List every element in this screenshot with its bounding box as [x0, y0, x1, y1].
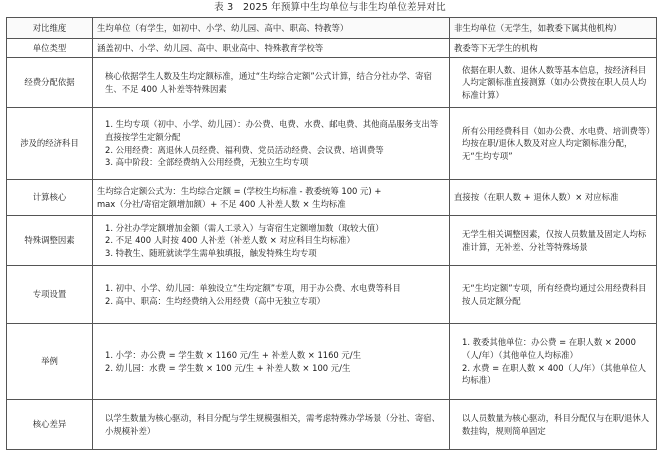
row-non-per-student-cell: 所有公用经费科目（如办公费、水电费、培训费等）均按在职/退休人数及对应人均定额标准分配，无“生均专项” — [450, 108, 657, 180]
table-row — [7, 58, 657, 108]
table-row — [7, 39, 657, 58]
row-non-per-student-cell: 教委等下无学生的机构 — [450, 39, 657, 58]
row-dimension: 经费分配依据 — [7, 58, 93, 108]
table-caption: 表 3 2025 年预算中生均单位与非生均单位差异对比 — [214, 2, 446, 13]
row-non-per-student-cell: 以人员数量为核心驱动，科目分配仅与在职/退休人数挂钩，规则简单固定 — [450, 400, 657, 450]
row-dimension: 特殊调整因素 — [7, 216, 93, 266]
row-dimension: 单位类型 — [7, 39, 93, 58]
row-non-per-student-cell: 直接按（在职人数 + 退休人数）× 对应标准 — [450, 180, 657, 216]
table-row — [7, 324, 657, 400]
row-non-per-student-cell: 依据在职人数、退休人数等基本信息，按经济科目人均定额标准直接测算（如办公费按在职人员人均标准计算） — [450, 58, 657, 108]
header-dimension: 对比维度 — [7, 18, 93, 39]
row-non-per-student-cell: 1. 教委其他单位：办公费 = 在职人数 × 2000（人/年）（其他单位人均标准） 2. 水费 = 在职人数 × 400（人/年）（其他单位人均标准） — [450, 324, 657, 400]
table-row — [7, 400, 657, 450]
header-per-student-unit: 生均单位（有学生，如初中、小学、幼儿园、高中、职高、特教等） — [93, 18, 450, 39]
row-per-student-cell: 1. 分社办学定额增加金额（需人工录入）与寄宿生定额增加数（取较大值） 2. 不足 400 人时按 400 人补差（补差人数 × 对应科目生均标准） 3. 特教生、随班就读学生需单独填报，触发特殊生均专项 — [93, 216, 450, 266]
row-per-student-cell: 1. 生均专项（初中、小学、幼儿园）：办公费、电费、水费、邮电费、其他商品服务支出等直接按学生定额分配 2. 公用经费：离退休人员经费、福利费、党员活动经费、会议费、培训费等 3. 高中阶段：全部经费纳入公用经费，无独立生均专项 — [93, 108, 450, 180]
table-row — [7, 216, 657, 266]
row-dimension: 专项设置 — [7, 266, 93, 324]
row-per-student-cell: 1. 小学：办公费 = 学生数 × 1160 元/生 + 补差人数 × 1160 元/生 2. 幼儿园：水费 = 学生数 × 100 元/生 + 补差人数 × 100 元/生 — [93, 324, 450, 400]
header-non-per-student-unit: 非生均单位（无学生，如教委下属其他机构） — [450, 18, 657, 39]
row-dimension: 计算核心 — [7, 180, 93, 216]
row-per-student-cell: 1. 初中、小学、幼儿园：单独设立“生均定额”专项，用于办公费、水电费等科目 2. 高中、职高：生均经费纳入公用经费（高中无独立专项） — [93, 266, 450, 324]
row-per-student-cell: 以学生数量为核心驱动，科目分配与学生规模强相关，需考虑特殊办学场景（分社、寄宿、小规模补差） — [93, 400, 450, 450]
row-per-student-cell: 生均综合定额公式为：生均综合定额 = (学校生均标准 - 教委统筹 100 元) + max（分社/寄宿定额增加额）+ 不足 400 人补差人数 × 生均标准 — [93, 180, 450, 216]
row-dimension: 涉及的经济科目 — [7, 108, 93, 180]
table-header-row — [7, 18, 657, 39]
table-row — [7, 266, 657, 324]
comparison-table — [6, 17, 657, 450]
table-row — [7, 108, 657, 180]
row-per-student-cell: 涵盖初中、小学、幼儿园、高中、职业高中、特殊教育学校等 — [93, 39, 450, 58]
row-dimension: 举例 — [7, 324, 93, 400]
row-non-per-student-cell: 无学生相关调整因素，仅按人员数量及固定人均标准计算，无补差、分社等特殊场景 — [450, 216, 657, 266]
row-non-per-student-cell: 无“生均定额”专项，所有经费均通过公用经费科目按人员定额分配 — [450, 266, 657, 324]
row-per-student-cell: 核心依据学生人数及生均定额标准，通过“生均综合定额”公式计算，结合分社办学、寄宿生、不足 400 人补差等特殊因素 — [93, 58, 450, 108]
table-row — [7, 180, 657, 216]
row-dimension: 核心差异 — [7, 400, 93, 450]
